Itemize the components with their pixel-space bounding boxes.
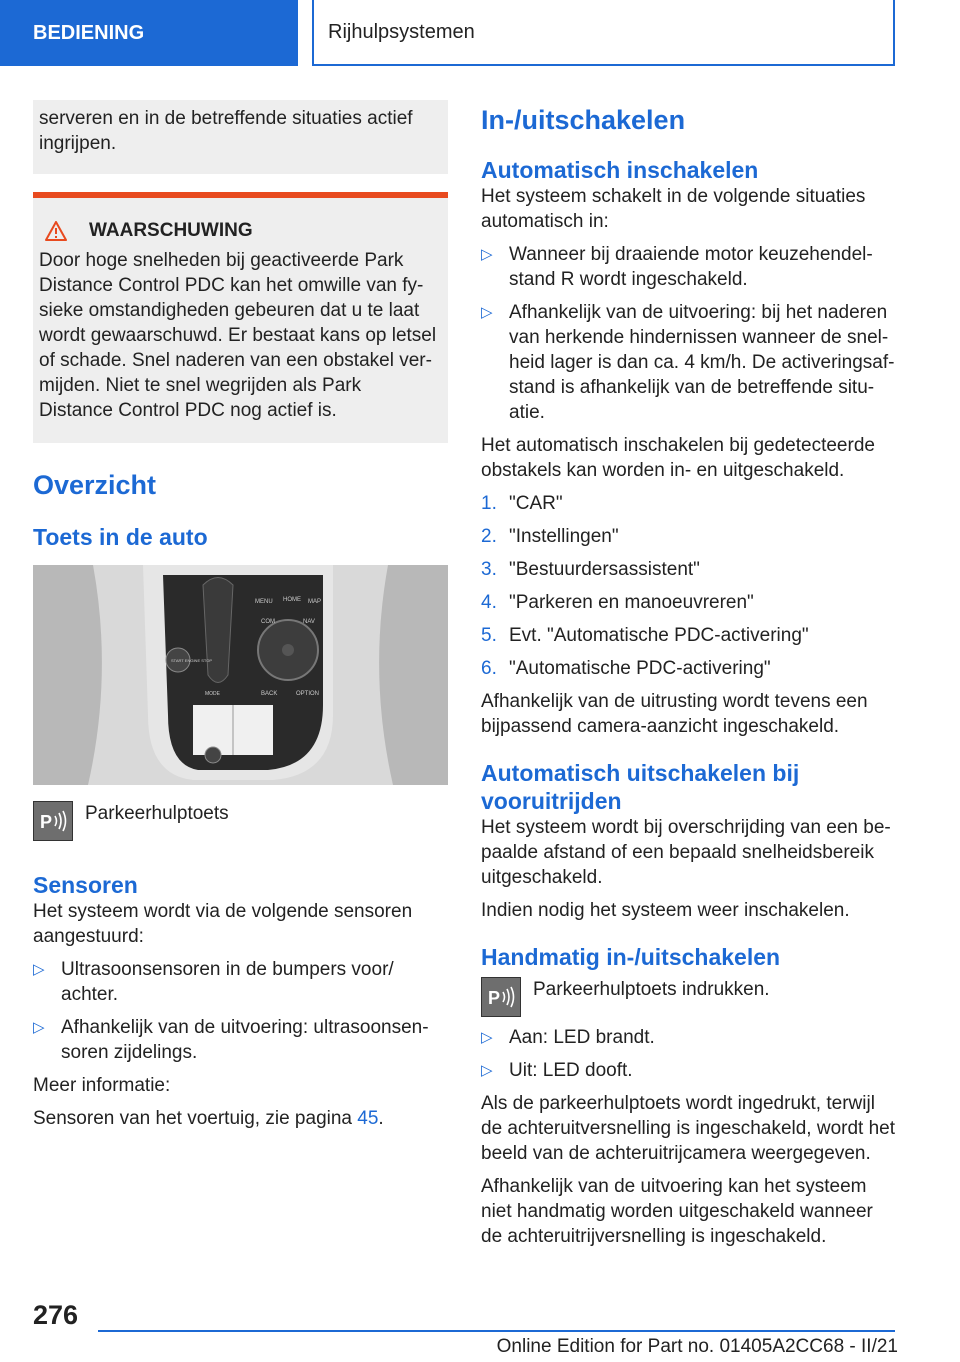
park-assist-button-icon [481,977,521,1017]
bullet-triangle-icon: ▷ [33,961,45,978]
warning-triangle-icon [45,221,67,241]
label-option: OPTION [296,691,320,697]
handmatig-text1: Als de parkeerhulptoets wordt ingedrukt, terwijl de achteruitversnelling is ingeschakeld, wordt het beeld van de achteruitrijcamera weergegeven. [481,1093,896,1164]
auto-uit-text1: Het systeem wordt bij overschrijding van een bepaalde afstand of een bepaald snelheidsbereik uitgeschakeld. [481,817,891,888]
park-assist-button-icon [33,801,73,841]
footer-edition: Online Edition for Part no. 01405A2CC68 - II/21 [496,1336,898,1357]
list-item: 6. "Automatische PDC-activering" [481,658,771,679]
heading-overzicht: Overzicht [33,470,157,500]
bullet-triangle-icon: ▷ [33,1019,45,1036]
list-item: 3. "Bestuurdersassistent" [481,559,700,580]
label-home: HOME [283,597,301,603]
left-column [33,100,448,1131]
steps-text: Afhankelijk van de uitrusting wordt tevens een bijpassend camera-aanzicht ingeschakeld. [481,691,868,737]
continued-text: serveren en in de betreffende situaties actief ingrijpen. [39,108,413,154]
list-item: ▷ Afhankelijk van de uitvoering: bij het naderen van herkende hindernissen wanneer de snelheid lager is dan ca. 4 km/h. De activeringsafstand is afhankelijk van de betreffende situatie. [481,302,895,423]
list-item: ▷ Uit: LED dooft. [481,1060,633,1081]
label-menu: MENU [255,599,273,605]
svg-text:P: P [488,988,501,1008]
list-item: 1. "CAR" [481,493,563,514]
warning-box [33,192,448,443]
list-item: ▷ Ultrasoonsensoren in de bumpers voor/ achter. [33,959,394,1005]
label-start-stop: START ENGINE STOP [171,658,213,663]
auto-in-intro: Het systeem schakelt in de volgende situaties automatisch in: [481,186,866,232]
right-column [481,100,897,1249]
heading-sensoren: Sensoren [33,872,138,898]
heading-inuit: In-/uitschakelen [481,105,686,135]
list-item: 4. "Parkeren en manoeuvreren" [481,592,754,613]
sensoren-intro: Het systeem wordt via de volgende sensoren aangestuurd: [33,901,413,947]
list-item: ▷ Aan: LED brandt. [481,1027,655,1048]
label-mode: MODE [205,691,220,697]
handmatig-list [481,1025,897,1083]
list-item: 5. Evt. "Automatische PDC-activering" [481,625,809,646]
continued-box [33,100,448,174]
auto-in-list [481,242,897,425]
label-com: COM [261,619,275,625]
label-back: BACK [261,691,278,697]
list-item: 2. "Instellingen" [481,526,619,547]
handmatig-legend [481,977,897,1017]
button-caption: Parkeerhulptoets [85,803,229,824]
list-item: ▷ Afhankelijk van de uitvoering: ultrasoonsensoren zijdelings. [33,1017,429,1063]
sensor-list [33,957,448,1065]
warning-text: Door hoge snelheden bij geactiveerde Park Distance Control PDC kan het omwille van fysieke omstandigheden gebeuren dat u te laat wordt gewaarschuwd. Er bestaat kans op letsel of schade. Snel naderen van een obstakel vermijden. Niet te snel wegrijden als Park Distance Control PDC nog actief is. [39,250,437,421]
heading-auto-uit: Automatisch uitschakelen bij vooruitrijden [481,760,800,814]
warning-header [39,220,440,242]
heading-handmatig: Handmatig in-/uitschakelen [481,944,781,970]
page-link[interactable]: 45 [357,1108,379,1129]
footer-divider [98,1330,895,1332]
heading-toets: Toets in de auto [33,524,208,550]
label-map: MAP [308,599,322,605]
meer-info: Meer informatie: [33,1075,171,1096]
handmatig-caption: Parkeerhulptoets indrukken. [533,979,770,1000]
auto-uit-text2: Indien nodig het systeem weer inschakelen. [481,900,850,921]
console-illustration [33,565,448,785]
sensoren-reference: Sensoren van het voertuig, zie pagina 45. [33,1108,384,1129]
auto-in-text: Het automatisch inschakelen bij gedetecteerde obstakels kan worden in- en uitgeschakeld. [481,435,875,481]
button-legend [33,801,448,841]
steps-list [481,491,897,681]
bullet-triangle-icon: ▷ [481,1029,493,1046]
label-nav: NAV [303,619,315,625]
bullet-triangle-icon: ▷ [481,246,493,263]
page-number: 276 [33,1300,79,1330]
bullet-triangle-icon: ▷ [481,304,493,321]
svg-text:P: P [40,812,53,832]
header-section: BEDIENING [0,0,298,66]
heading-auto-in: Automatisch inschakelen [481,157,759,183]
handmatig-text2: Afhankelijk van de uitvoering kan het systeem niet handmatig worden uitgeschakeld wanneer de achteruitrijversnelling is ingeschakeld. [481,1176,873,1247]
warning-title: WAARSCHUWING [89,220,253,241]
console-photo [33,565,448,785]
bullet-triangle-icon: ▷ [481,1062,493,1079]
header-chapter: Rijhulpsystemen [312,0,895,66]
list-item: ▷ Wanneer bij draaiende motor keuzehendelstand R wordt ingeschakeld. [481,244,873,290]
